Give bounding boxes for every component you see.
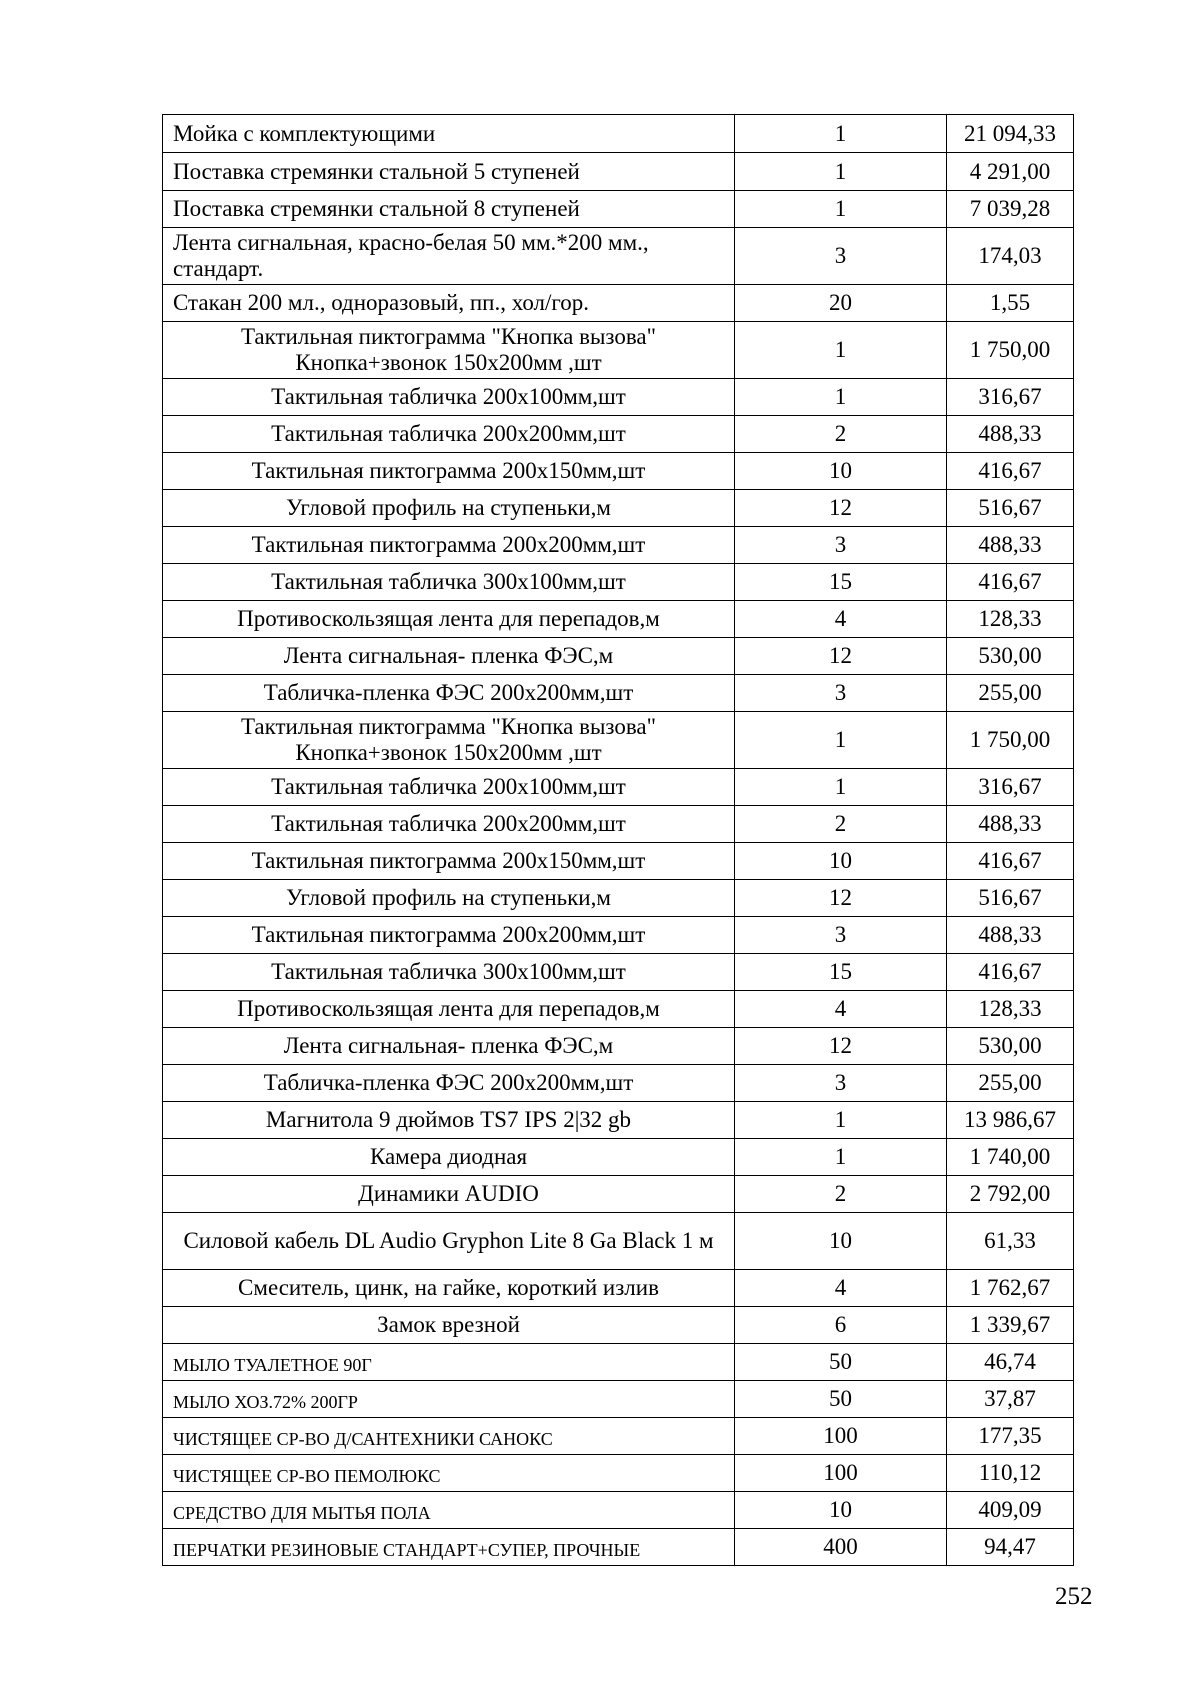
quantity-cell: 1	[735, 153, 947, 191]
price-cell: 2 792,00	[947, 1176, 1074, 1213]
table-row	[163, 638, 1074, 675]
item-name-cell: Смеситель, цинк, на гайке, короткий излив	[163, 1270, 735, 1307]
item-name-cell: Тактильная пиктограмма 200х150мм,шт	[163, 453, 735, 490]
item-name-cell: Мойка с комплектующими	[163, 115, 735, 153]
item-name-cell: МЫЛО ХОЗ.72% 200ГР	[163, 1381, 735, 1418]
price-cell: 1 750,00	[947, 322, 1074, 379]
table-row	[163, 1307, 1074, 1344]
table-row	[163, 1139, 1074, 1176]
quantity-cell: 12	[735, 880, 947, 917]
item-name-cell: Камера диодная	[163, 1139, 735, 1176]
price-cell: 37,87	[947, 1381, 1074, 1418]
price-cell: 516,67	[947, 880, 1074, 917]
quantity-cell: 12	[735, 490, 947, 527]
quantity-cell: 2	[735, 1176, 947, 1213]
table-row	[163, 228, 1074, 285]
price-cell: 255,00	[947, 675, 1074, 712]
item-name-cell: Тактильная табличка 200х200мм,шт	[163, 806, 735, 843]
table-row	[163, 1176, 1074, 1213]
table-row	[163, 1102, 1074, 1139]
quantity-cell: 20	[735, 285, 947, 322]
item-name-cell: Стакан 200 мл., одноразовый, пп., хол/гор.	[163, 285, 735, 322]
price-cell: 1,55	[947, 285, 1074, 322]
item-name-cell: Противоскользящая лента для перепадов,м	[163, 991, 735, 1028]
item-name-cell: Тактильная пиктограмма "Кнопка вызова" Кнопка+звонок 150х200мм ,шт	[163, 322, 735, 379]
price-cell: 488,33	[947, 416, 1074, 453]
quantity-cell: 1	[735, 712, 947, 769]
table-row	[163, 153, 1074, 191]
price-cell: 177,35	[947, 1418, 1074, 1455]
item-name-cell: ЧИСТЯЩЕЕ СР-ВО Д/САНТЕХНИКИ САНОКС	[163, 1418, 735, 1455]
quantity-cell: 100	[735, 1418, 947, 1455]
quantity-cell: 100	[735, 1455, 947, 1492]
item-name-cell: Тактильная табличка 200х100мм,шт	[163, 379, 735, 416]
price-cell: 1 339,67	[947, 1307, 1074, 1344]
item-name-cell: Силовой кабель DL Audio Gryphon Lite 8 Ga Black 1 м	[163, 1213, 735, 1270]
table-row	[163, 1418, 1074, 1455]
quantity-cell: 4	[735, 601, 947, 638]
table-row	[163, 880, 1074, 917]
table-body	[163, 115, 1074, 1566]
item-name-cell: Тактильная табличка 200х200мм,шт	[163, 416, 735, 453]
price-cell: 110,12	[947, 1455, 1074, 1492]
quantity-cell: 50	[735, 1381, 947, 1418]
price-cell: 316,67	[947, 379, 1074, 416]
page-number: 252	[1055, 1583, 1093, 1610]
price-cell: 488,33	[947, 917, 1074, 954]
price-cell: 488,33	[947, 527, 1074, 564]
price-cell: 316,67	[947, 769, 1074, 806]
table-row	[163, 991, 1074, 1028]
table-row	[163, 191, 1074, 228]
item-name-cell: Угловой профиль на ступеньки,м	[163, 880, 735, 917]
item-name-cell: Лента сигнальная- пленка ФЭС,м	[163, 638, 735, 675]
quantity-cell: 10	[735, 843, 947, 880]
quantity-cell: 10	[735, 1213, 947, 1270]
table-row	[163, 490, 1074, 527]
quantity-cell: 3	[735, 1065, 947, 1102]
table-row	[163, 1213, 1074, 1270]
quantity-cell: 1	[735, 322, 947, 379]
table-row	[163, 115, 1074, 153]
table-row	[163, 285, 1074, 322]
quantity-cell: 3	[735, 228, 947, 285]
item-name-cell: ПЕРЧАТКИ РЕЗИНОВЫЕ СТАНДАРТ+СУПЕР, ПРОЧНЫЕ	[163, 1529, 735, 1566]
price-cell: 174,03	[947, 228, 1074, 285]
price-cell: 416,67	[947, 453, 1074, 490]
table-row	[163, 675, 1074, 712]
quantity-cell: 4	[735, 1270, 947, 1307]
item-name-cell: ЧИСТЯЩЕЕ СР-ВО ПЕМОЛЮКС	[163, 1455, 735, 1492]
item-name-cell: Тактильная табличка 300х100мм,шт	[163, 954, 735, 991]
item-name-cell: Поставка стремянки стальной 8 ступеней	[163, 191, 735, 228]
item-name-cell: Табличка-пленка ФЭС 200х200мм,шт	[163, 675, 735, 712]
price-cell: 416,67	[947, 564, 1074, 601]
item-name-cell: Лента сигнальная, красно-белая 50 мм.*200 мм., стандарт.	[163, 228, 735, 285]
price-cell: 488,33	[947, 806, 1074, 843]
item-name-cell: Лента сигнальная- пленка ФЭС,м	[163, 1028, 735, 1065]
table-row	[163, 601, 1074, 638]
items-table	[162, 114, 1074, 1566]
item-name-cell: Тактильная пиктограмма 200х150мм,шт	[163, 843, 735, 880]
quantity-cell: 12	[735, 1028, 947, 1065]
quantity-cell: 10	[735, 453, 947, 490]
quantity-cell: 1	[735, 1102, 947, 1139]
price-cell: 1 762,67	[947, 1270, 1074, 1307]
quantity-cell: 1	[735, 379, 947, 416]
item-name-cell: Замок врезной	[163, 1307, 735, 1344]
table-row	[163, 322, 1074, 379]
quantity-cell: 50	[735, 1344, 947, 1381]
quantity-cell: 1	[735, 115, 947, 153]
quantity-cell: 10	[735, 1492, 947, 1529]
table-row	[163, 416, 1074, 453]
quantity-cell: 3	[735, 527, 947, 564]
table-row	[163, 712, 1074, 769]
price-cell: 416,67	[947, 843, 1074, 880]
quantity-cell: 15	[735, 564, 947, 601]
quantity-cell: 1	[735, 1139, 947, 1176]
table-row	[163, 1270, 1074, 1307]
price-cell: 7 039,28	[947, 191, 1074, 228]
quantity-cell: 3	[735, 675, 947, 712]
item-name-cell: Угловой профиль на ступеньки,м	[163, 490, 735, 527]
table-row	[163, 806, 1074, 843]
price-cell: 61,33	[947, 1213, 1074, 1270]
table-row	[163, 564, 1074, 601]
item-name-cell: Поставка стремянки стальной 5 ступеней	[163, 153, 735, 191]
quantity-cell: 6	[735, 1307, 947, 1344]
table-row	[163, 954, 1074, 991]
table-row	[163, 1381, 1074, 1418]
table-row	[163, 379, 1074, 416]
price-cell: 94,47	[947, 1529, 1074, 1566]
quantity-cell: 2	[735, 416, 947, 453]
quantity-cell: 3	[735, 917, 947, 954]
quantity-cell: 400	[735, 1529, 947, 1566]
quantity-cell: 2	[735, 806, 947, 843]
quantity-cell: 4	[735, 991, 947, 1028]
price-cell: 530,00	[947, 1028, 1074, 1065]
price-cell: 255,00	[947, 1065, 1074, 1102]
quantity-cell: 1	[735, 191, 947, 228]
quantity-cell: 12	[735, 638, 947, 675]
quantity-cell: 1	[735, 769, 947, 806]
price-cell: 416,67	[947, 954, 1074, 991]
price-cell: 4 291,00	[947, 153, 1074, 191]
price-cell: 13 986,67	[947, 1102, 1074, 1139]
price-cell: 128,33	[947, 991, 1074, 1028]
table-row	[163, 843, 1074, 880]
price-cell: 530,00	[947, 638, 1074, 675]
item-name-cell: МЫЛО ТУАЛЕТНОЕ 90Г	[163, 1344, 735, 1381]
price-cell: 21 094,33	[947, 115, 1074, 153]
table-row	[163, 917, 1074, 954]
item-name-cell: Тактильная пиктограмма 200х200мм,шт	[163, 527, 735, 564]
item-name-cell: Динамики AUDIO	[163, 1176, 735, 1213]
item-name-cell: Тактильная табличка 200х100мм,шт	[163, 769, 735, 806]
table-row	[163, 1065, 1074, 1102]
price-cell: 409,09	[947, 1492, 1074, 1529]
price-cell: 1 740,00	[947, 1139, 1074, 1176]
item-name-cell: Магнитола 9 дюймов TS7 IPS 2|32 gb	[163, 1102, 735, 1139]
item-name-cell: Тактильная пиктограмма "Кнопка вызова" Кнопка+звонок 150х200мм ,шт	[163, 712, 735, 769]
item-name-cell: Табличка-пленка ФЭС 200х200мм,шт	[163, 1065, 735, 1102]
price-cell: 1 750,00	[947, 712, 1074, 769]
price-cell: 46,74	[947, 1344, 1074, 1381]
table-row	[163, 1344, 1074, 1381]
price-cell: 516,67	[947, 490, 1074, 527]
table-row	[163, 1492, 1074, 1529]
item-name-cell: СРЕДСТВО ДЛЯ МЫТЬЯ ПОЛА	[163, 1492, 735, 1529]
table-row	[163, 527, 1074, 564]
item-name-cell: Тактильная пиктограмма 200х200мм,шт	[163, 917, 735, 954]
table-row	[163, 1455, 1074, 1492]
table-row	[163, 1028, 1074, 1065]
table-row	[163, 769, 1074, 806]
table-row	[163, 1529, 1074, 1566]
quantity-cell: 15	[735, 954, 947, 991]
table-row	[163, 453, 1074, 490]
item-name-cell: Противоскользящая лента для перепадов,м	[163, 601, 735, 638]
price-cell: 128,33	[947, 601, 1074, 638]
item-name-cell: Тактильная табличка 300х100мм,шт	[163, 564, 735, 601]
